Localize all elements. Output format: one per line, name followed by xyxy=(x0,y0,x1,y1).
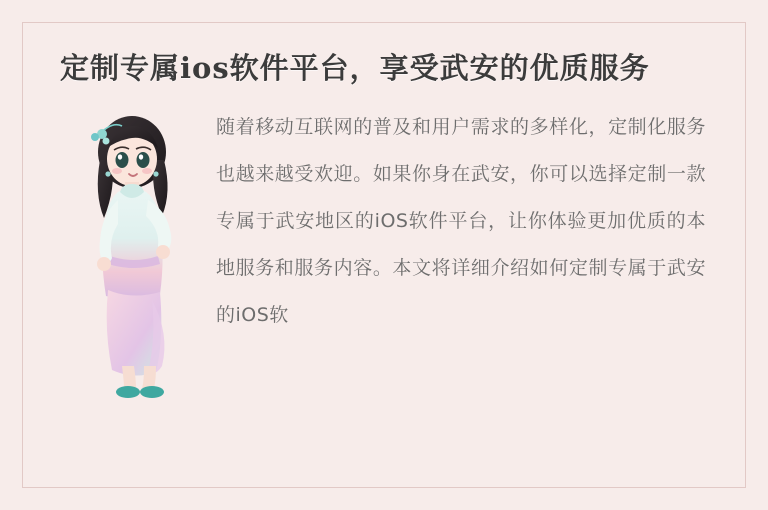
qipao-girl-illustration xyxy=(56,104,216,404)
article-paragraph: 随着移动互联网的普及和用户需求的多样化，定制化服务也越来越受欢迎。如果你身在武安，你可以选择定制一款专属于武安地区的iOS软件平台，让你体验更加优质的本地服务和服务内容。本文将详细介绍如何定制专属于武安的iOS软 xyxy=(216,116,706,326)
page-title: 定制专属ios软件平台，享受武安的优质服务 xyxy=(60,51,650,85)
article-content xyxy=(26,22,742,488)
qipao-girl-illustration-svg xyxy=(56,104,216,404)
article-body-area xyxy=(56,104,712,404)
